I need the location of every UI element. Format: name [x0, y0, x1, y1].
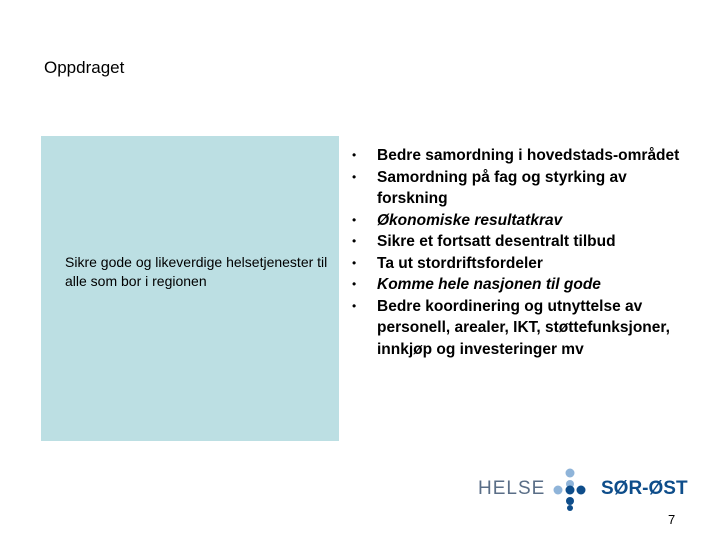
mission-text: Sikre gode og likeverdige helsetjenester til alle som bor i regionen	[65, 254, 328, 289]
bullet-item	[352, 296, 682, 361]
bullet-text: Ta ut stordriftsfordeler	[377, 254, 543, 272]
bullet-text: Økonomiske resultatkrav	[377, 211, 563, 229]
bullet-list	[352, 145, 682, 360]
bullet-icon: •	[352, 298, 357, 313]
logo-cross-dots-icon	[548, 466, 598, 514]
logo-helse-text: HELSE	[478, 478, 546, 499]
bullet-icon: •	[352, 234, 357, 248]
bullet-text: Sikre et fortsatt desentralt tilbud	[377, 233, 616, 250]
bullet-item	[352, 253, 682, 275]
helse-sor-ost-logo	[478, 466, 688, 514]
bullet-item	[352, 145, 682, 167]
bullet-icon: •	[352, 212, 357, 227]
bullet-text: Bedre koordinering og utnyttelse av personell, arealer, IKT, støttefunksjoner, innkjøp og investeringer mv	[377, 297, 670, 358]
bullet-text: Komme hele nasjonen til gode	[377, 276, 601, 293]
slide-title: Oppdraget	[44, 58, 125, 77]
bullet-icon: •	[352, 148, 357, 162]
bullet-icon: •	[352, 277, 357, 291]
logo-sor-ost-text: SØR-ØST	[601, 478, 688, 499]
bullet-icon: •	[352, 169, 357, 184]
bullet-item	[352, 274, 682, 296]
bullet-item	[352, 210, 682, 232]
bullet-icon: •	[352, 255, 357, 270]
mission-box	[41, 136, 339, 441]
page-number: 7	[668, 512, 676, 527]
bullet-text: Samordning på fag og styrking av forskning	[377, 168, 627, 207]
bullet-item	[352, 231, 682, 253]
bullet-item	[352, 167, 682, 210]
bullet-text: Bedre samordning i hovedstads-området	[377, 147, 680, 164]
